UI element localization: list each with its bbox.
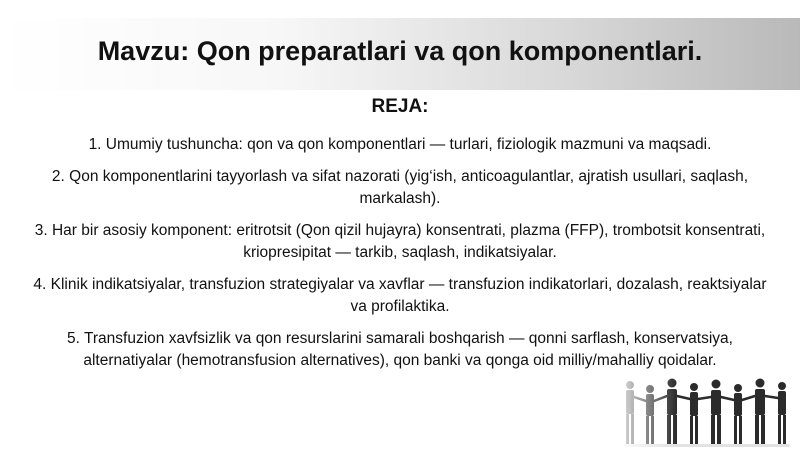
- plan-item-1: 1. Umumiy tushuncha: qon va qon komponentlari — turlari, fiziologik mazmuni va maqsadi.: [88, 136, 712, 153]
- plan-list: [30, 134, 770, 382]
- plan-heading: REJA:: [371, 96, 429, 117]
- plan-item-5: 5. Transfuzion xavfsizlik va qon resurslarini samarali boshqarish — qonni sarflash, konservatsiya, alternatiyalar (hemotransfusion alternatives), qon banki va qonga oid milliy/mahalliy qoidalar.: [67, 330, 733, 369]
- slide-title: Mavzu: Qon preparatlari va qon komponentlari.: [97, 36, 703, 66]
- plan-item-4: 4. Klinik indikatsiyalar, transfuzion strategiyalar va xavflar — transfuzion indikatorlari, dozalash, reaktsiyalar va profilaktika.: [33, 276, 767, 315]
- plan-item-2: 2. Qon komponentlarini tayyorlash va sifat nazorati (yig‘ish, anticoagulantlar, ajratish usullari, saqlash, markalash).: [51, 168, 749, 207]
- plan-item-3: 3. Har bir asosiy komponent: eritrotsit (Qon qizil hujayra) konsentrati, plazma (FFP), trombotsit konsentrati, kriopresipitat — tarkib, saqlash, indikatsiyalar.: [34, 222, 766, 261]
- people-holding-hands-illustration: [610, 371, 800, 449]
